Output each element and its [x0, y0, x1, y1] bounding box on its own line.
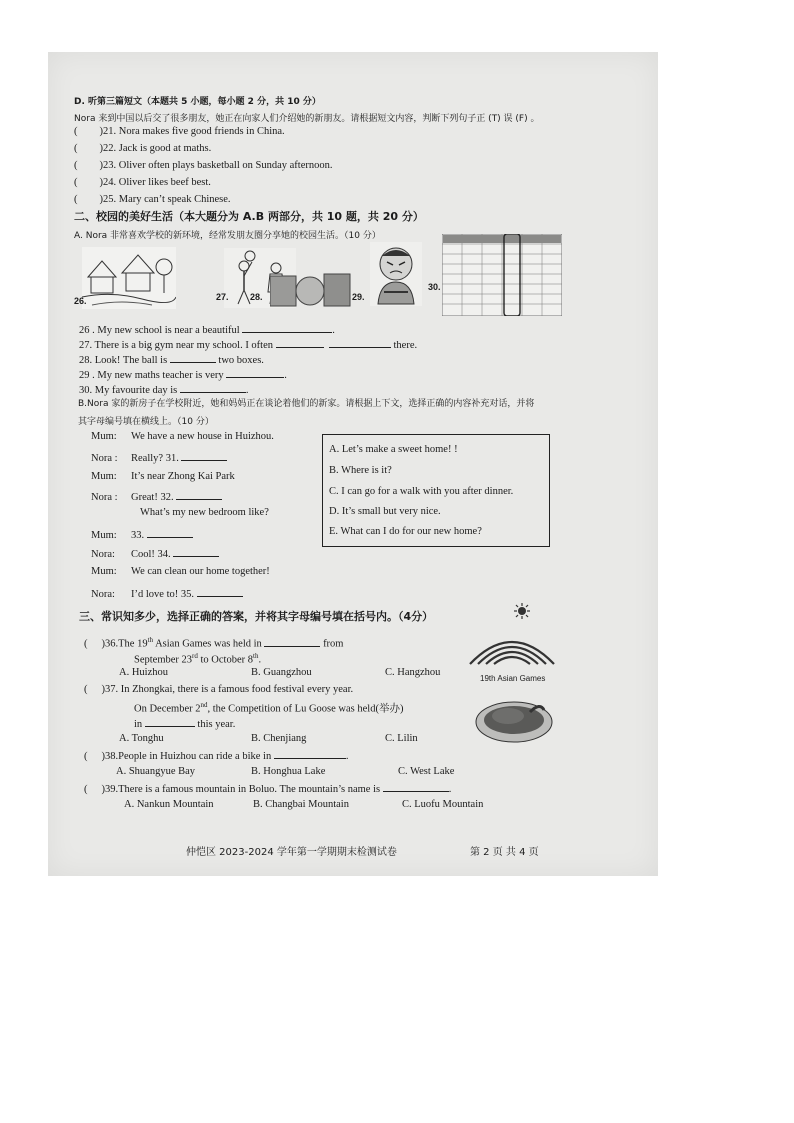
q37-option-c: C. Lilin: [385, 733, 418, 744]
picture-number-26: 26.: [74, 296, 87, 306]
blank-30[interactable]: [180, 382, 246, 393]
decorative-sun-icon: [514, 603, 530, 619]
blank-35[interactable]: [197, 586, 243, 597]
tf-item-22: ( )22. Jack is good at maths.: [74, 143, 212, 154]
sentence-29: 29 . My new maths teacher is very .: [79, 367, 287, 382]
blank-27a[interactable]: [276, 337, 324, 348]
question-38: ( )38.People in Huizhou can ride a bike in .: [84, 748, 348, 763]
q38-option-a: A. Shuangyue Bay: [116, 766, 196, 777]
picture-30-timetable: [442, 234, 562, 316]
part2b-header-2: 其字母编号填在横线上。（10 分）: [78, 417, 214, 427]
q36-option-b: B. Guangzhou: [251, 667, 312, 678]
sentence-28: 28. Look! The ball is two boxes.: [79, 352, 264, 367]
q38-option-c: C. West Lake: [398, 766, 455, 777]
option-b: B. Where is it?: [329, 465, 392, 476]
option-d: D. It’s small but very nice.: [329, 506, 441, 517]
picture-number-27: 27.: [216, 292, 229, 302]
tf-item-24: ( )24. Oliver likes beef best.: [74, 177, 211, 188]
tf-item-25: ( )25. Mary can’t speak Chinese.: [74, 194, 231, 205]
sentence-27: 27. There is a big gym near my school. I often there.: [79, 337, 417, 352]
question-36-line2: September 23rd to October 8th.: [134, 652, 262, 666]
dialog-line-5: What’s my new bedroom like?: [140, 507, 269, 518]
blank-31[interactable]: [181, 450, 227, 461]
q39-option-a: A. Nankun Mountain: [124, 799, 214, 810]
picture-26-park-scene: [82, 247, 176, 309]
footer-title: 仲恺区 2023-2024 学年第一学期期末检测试卷: [186, 847, 397, 858]
q36-option-a: A. Huizhou: [119, 667, 168, 678]
picture-number-28: 28.: [250, 292, 263, 302]
dialog-options-box: [322, 434, 550, 547]
section-d-header: D. 听第三篇短文（本题共 5 小题，每小题 2 分，共 10 分）: [74, 97, 321, 107]
blank-36[interactable]: [264, 636, 320, 647]
option-a: A. Let’s make a sweet home! !: [329, 444, 458, 455]
dialog-line-3: Mum: It’s near Zhong Kai Park: [91, 471, 235, 482]
question-37-line2: On December 2nd, the Competition of Lu Goose was held(举办): [134, 701, 404, 715]
q37-option-b: B. Chenjiang: [251, 733, 307, 744]
blank-39[interactable]: [383, 781, 449, 792]
q37-option-a: A. Tonghu: [119, 733, 164, 744]
q36-option-c: C. Hangzhou: [385, 667, 441, 678]
section-d-intro: Nora 来到中国以后交了很多朋友，她正在向家人们介绍她的新朋友。请根据短文内容，判断下列句子正 (T) 误 (F) 。: [74, 114, 540, 124]
question-36: ( )36.The 19th Asian Games was held in from: [84, 636, 344, 650]
asian-games-logo-caption: 19th Asian Games: [480, 674, 546, 683]
question-37: ( )37. In Zhongkai, there is a famous food festival every year.: [84, 684, 354, 695]
picture-number-30: 30.: [428, 282, 441, 292]
blank-27b[interactable]: [329, 337, 391, 348]
tf-item-21: ( )21. Nora makes five good friends in China.: [74, 126, 285, 137]
dialog-line-2: Nora : Really? 31.: [91, 450, 227, 465]
part3-title: 三、常识知多少，选择正确的答案，并将其字母编号填在括号内。（4分）: [79, 610, 434, 623]
blank-29[interactable]: [226, 367, 284, 378]
sentence-26: 26 . My new school is near a beautiful .: [79, 322, 335, 337]
picture-29-strict-teacher: [370, 242, 422, 306]
dialog-line-7: Nora: Cool! 34.: [91, 546, 219, 561]
dialog-line-1: Mum: We have a new house in Huizhou.: [91, 431, 274, 442]
question-37-line3: in this year.: [134, 716, 235, 731]
dialog-line-8: Mum: We can clean our home together!: [91, 566, 270, 577]
footer-page: 第 2 页 共 4 页: [470, 847, 539, 858]
blank-37[interactable]: [145, 716, 195, 727]
picture-number-29: 29.: [352, 292, 365, 302]
option-e: E. What can I do for our new home?: [329, 526, 482, 537]
dialog-line-4: Nora : Great! 32.: [91, 489, 222, 504]
picture-28-ball-boxes: [270, 270, 352, 310]
q39-option-b: B. Changbai Mountain: [253, 799, 349, 810]
part2-title: 二、校园的美好生活（本大题分为 A.B 两部分，共 10 题，共 20 分）: [74, 210, 424, 223]
part2b-header-1: B.Nora 家的新房子在学校附近，她和妈妈正在谈论着他们的新家。请根据上下文，选择正确的内容补充对话，并将: [78, 399, 535, 409]
q39-option-c: C. Luofu Mountain: [402, 799, 484, 810]
tf-item-23: ( )23. Oliver often plays basketball on Sunday afternoon.: [74, 160, 333, 171]
blank-28[interactable]: [170, 352, 216, 363]
roast-goose-image: [474, 694, 554, 744]
dialog-line-9: Nora: I’d love to! 35.: [91, 586, 243, 601]
q38-option-b: B. Honghua Lake: [251, 766, 326, 777]
blank-32[interactable]: [176, 489, 222, 500]
blank-38[interactable]: [274, 748, 346, 759]
question-39: ( )39.There is a famous mountain in Boluo. The mountain’s name is .: [84, 781, 451, 796]
blank-34[interactable]: [173, 546, 219, 557]
sentence-30: 30. My favourite day is .: [79, 382, 249, 397]
part2a-header: A. Nora 非常喜欢学校的新环境，经常发朋友圈分享她的校园生活。（10 分）: [74, 231, 381, 241]
blank-26[interactable]: [242, 322, 332, 333]
dialog-line-6: Mum: 33.: [91, 527, 193, 542]
option-c: C. I can go for a walk with you after dinner.: [329, 486, 514, 497]
blank-33[interactable]: [147, 527, 193, 538]
